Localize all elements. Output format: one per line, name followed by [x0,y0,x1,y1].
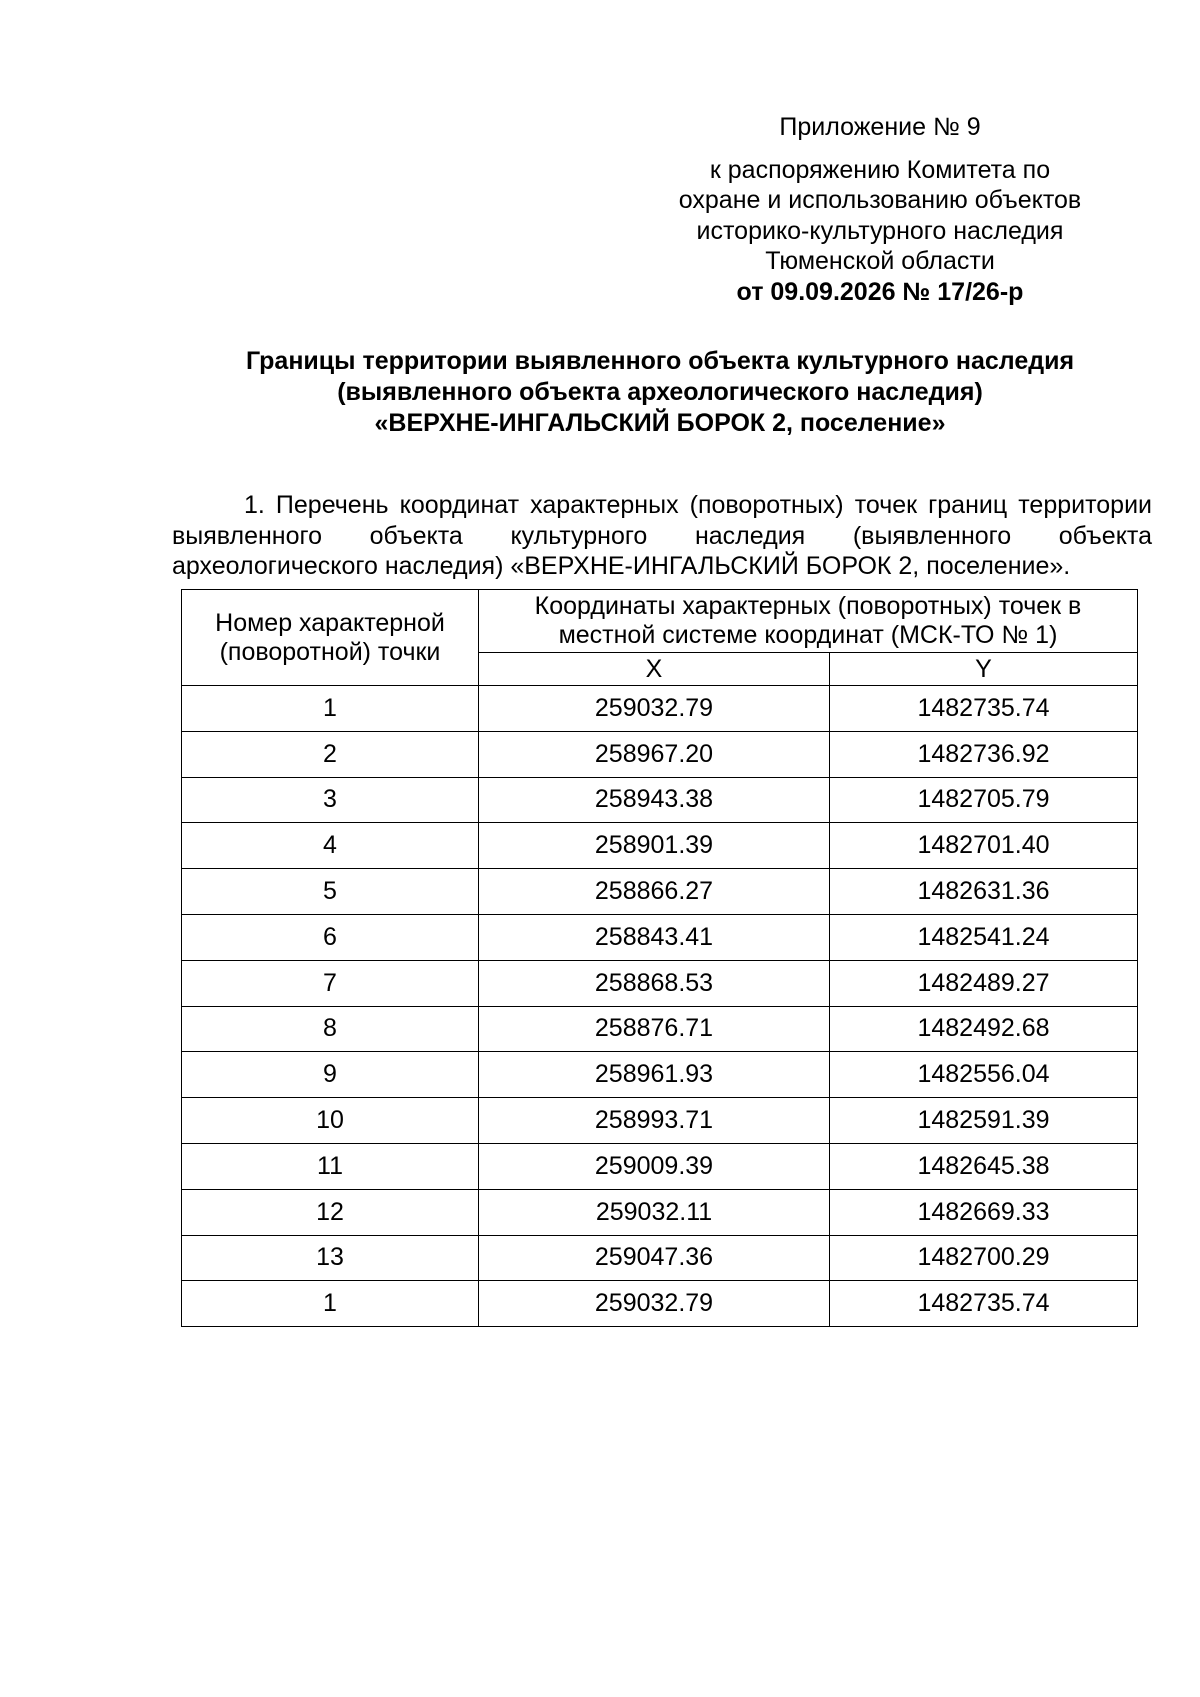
table-row [182,731,1138,777]
appendix-line: охране и использованию объектов [678,186,1082,214]
x-coordinate-cell: 258868.53 [479,960,830,1006]
point-number-cell: 7 [182,960,479,1006]
table-row [182,686,1138,732]
document-title-line: «ВЕРХНЕ-ИНГАЛЬСКИЙ БОРОК 2, поселение» [374,409,946,437]
table-row [182,1143,1138,1189]
point-number-cell: 6 [182,914,479,960]
point-number-cell: 1 [182,1281,479,1327]
table-row [182,1235,1138,1281]
coordinates-table-body [182,686,1138,1327]
appendix-line: Тюменской области [765,247,995,275]
table-row [182,960,1138,1006]
x-coordinate-cell: 258993.71 [479,1098,830,1144]
document-title-line: Границы территории выявленного объекта культурного наследия [245,347,1075,375]
point-number-cell: 10 [182,1098,479,1144]
y-coordinate-cell: 1482492.68 [830,1006,1138,1052]
header-point-number-line: (поворотной) точки [219,637,441,666]
table-row [182,1098,1138,1144]
appendix-line: историко-культурного наследия [696,216,1064,245]
y-coordinate-cell: 1482735.74 [830,1281,1138,1327]
x-coordinate-cell: 259047.36 [479,1235,830,1281]
point-number-cell: 8 [182,1006,479,1052]
x-coordinate-cell: 259009.39 [479,1143,830,1189]
y-coordinate-cell: 1482736.92 [830,731,1138,777]
table-row [182,1189,1138,1235]
header-x: X [479,653,830,686]
x-coordinate-cell: 258943.38 [479,777,830,823]
y-coordinate-cell: 1482705.79 [830,777,1138,823]
appendix-date: от 09.09.2026 № 17/26-р [736,277,1024,306]
y-coordinate-cell: 1482735.74 [830,686,1138,732]
y-coordinate-cell: 1482631.36 [830,869,1138,915]
y-coordinate-cell: 1482541.24 [830,914,1138,960]
header-coordinates [479,590,1138,653]
point-number-cell: 5 [182,869,479,915]
x-coordinate-cell: 258967.20 [479,731,830,777]
table-row [182,914,1138,960]
x-coordinate-cell: 259032.79 [479,686,830,732]
point-number-cell: 13 [182,1235,479,1281]
point-number-cell: 12 [182,1189,479,1235]
x-coordinate-cell: 258961.93 [479,1052,830,1098]
y-coordinate-cell: 1482700.29 [830,1235,1138,1281]
table-row [182,1052,1138,1098]
x-coordinate-cell: 259032.11 [479,1189,830,1235]
appendix-title: Приложение № 9 [779,113,981,141]
point-number-cell: 4 [182,823,479,869]
document-title [160,346,1160,439]
table-row [182,823,1138,869]
x-coordinate-cell: 258843.41 [479,914,830,960]
point-number-cell: 2 [182,731,479,777]
x-coordinate-cell: 258876.71 [479,1006,830,1052]
header-y: Y [830,653,1138,686]
table-row [182,777,1138,823]
point-number-cell: 11 [182,1143,479,1189]
appendix-line: к распоряжению Комитета по [709,155,1051,184]
point-number-cell: 9 [182,1052,479,1098]
point-number-cell: 3 [182,777,479,823]
document-title-line: (выявленного объекта археологического наследия) [337,378,983,406]
point-number-cell: 1 [182,686,479,732]
y-coordinate-cell: 1482489.27 [830,960,1138,1006]
y-coordinate-cell: 1482556.04 [830,1052,1138,1098]
header-coordinates-line: местной системе координат (МСК-ТО № 1) [558,621,1058,649]
y-coordinate-cell: 1482669.33 [830,1189,1138,1235]
table-row [182,1281,1138,1327]
y-coordinate-cell: 1482701.40 [830,823,1138,869]
appendix-header [650,112,1110,307]
x-coordinate-cell: 258866.27 [479,869,830,915]
table-row [182,869,1138,915]
y-coordinate-cell: 1482645.38 [830,1143,1138,1189]
header-point-number [182,590,479,686]
x-coordinate-cell: 259032.79 [479,1281,830,1327]
coordinates-paragraph: 1. Перечень координат характерных (поворотных) точек границ территории выявленного объекта культурного наследия (выявленного объекта археологического наследия) «ВЕРХНЕ-ИНГАЛЬСКИЙ БОРОК 2, поселение». [172,491,1152,580]
header-point-number-line: Номер характерной [215,608,445,637]
header-coordinates-line: Координаты характерных (поворотных) точек в [534,592,1082,620]
x-coordinate-cell: 258901.39 [479,823,830,869]
y-coordinate-cell: 1482591.39 [830,1098,1138,1144]
coordinates-table [181,589,1138,1327]
table-row [182,1006,1138,1052]
